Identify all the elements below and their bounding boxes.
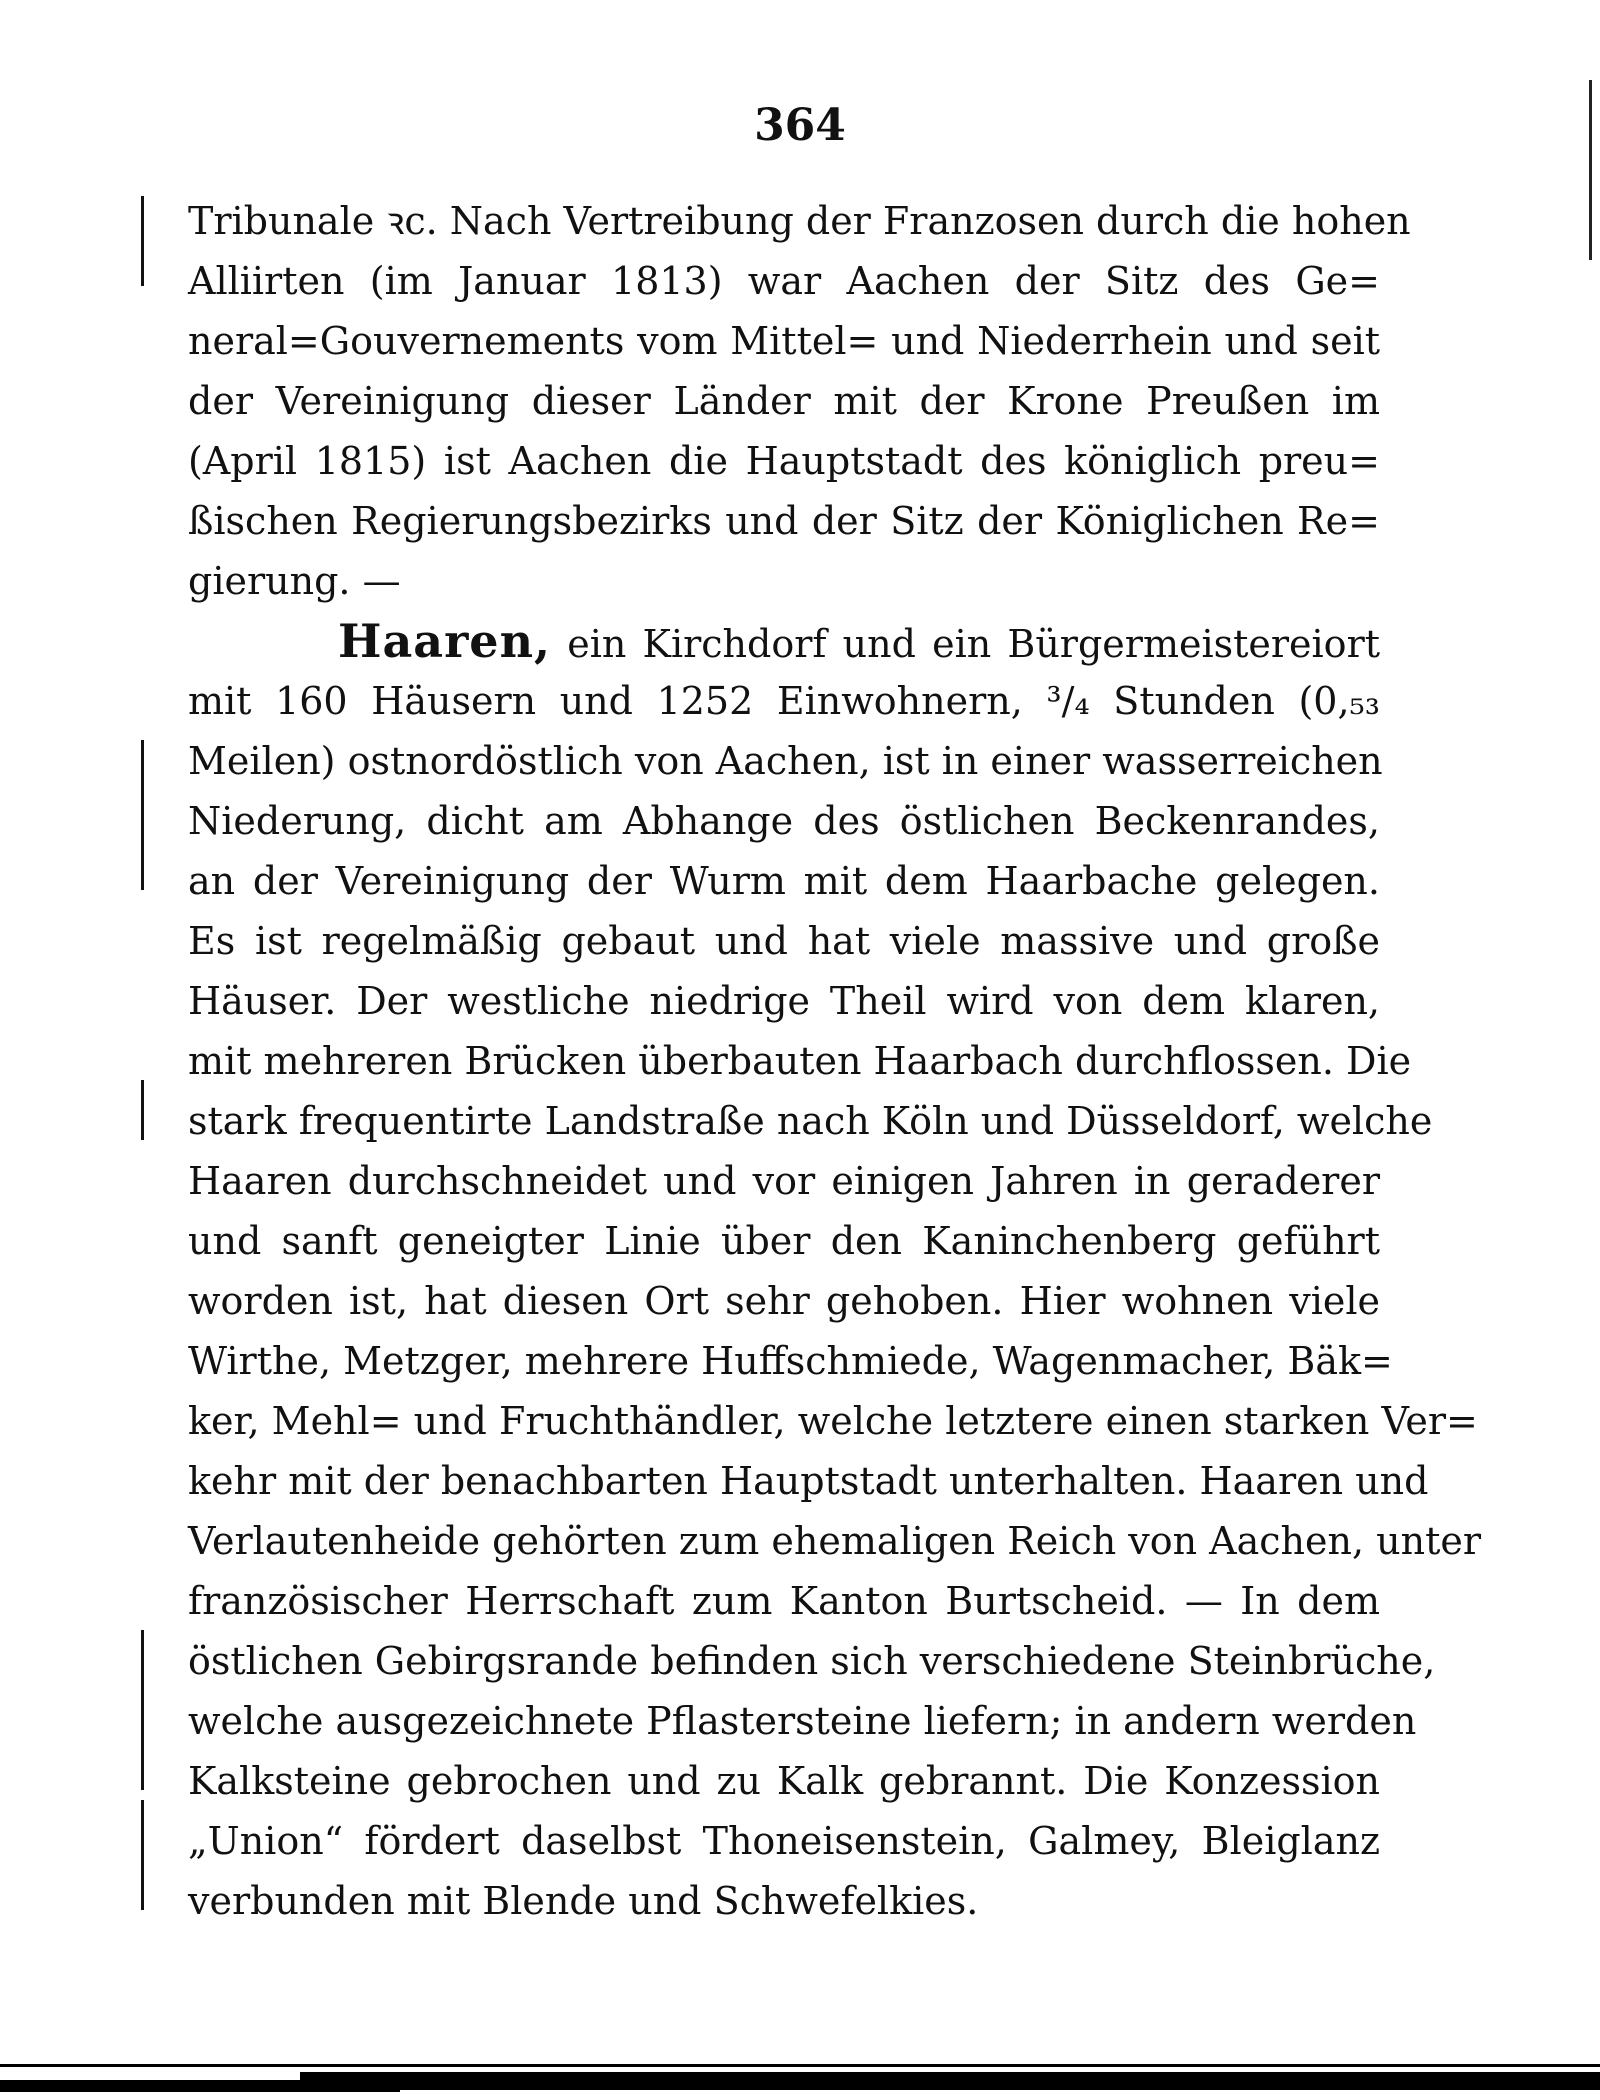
margin-mark	[141, 1800, 144, 1910]
body-text	[188, 191, 1482, 1931]
bottom-rule	[300, 2072, 1600, 2090]
text-line: mit 160 Häusern und 1252 Einwohnern, ³/₄ Stunden (0,₅₃	[188, 679, 1380, 723]
text-line: ßischen Regierungsbezirks und der Sitz der Königlichen Re=	[188, 499, 1380, 543]
text-line: östlichen Gebirgsrande befinden sich verschiedene Steinbrüche,	[188, 1639, 1436, 1683]
text-line: worden ist, hat diesen Ort sehr gehoben. Hier wohnen viele	[188, 1279, 1380, 1323]
entry-headword: Haaren,	[338, 614, 552, 668]
text-line: kehr mit der benachbarten Hauptstadt unterhalten. Haaren und	[188, 1459, 1429, 1503]
text-line: Es ist regelmäßig gebaut und hat viele massive und große	[188, 919, 1380, 963]
text-line: (April 1815) ist Aachen die Hauptstadt des königlich preu=	[188, 439, 1380, 483]
bottom-rule	[0, 2064, 1600, 2067]
text-line: „Union“ fördert daselbst Thoneisenstein, Galmey, Bleiglanz	[188, 1819, 1380, 1863]
text-line: Alliirten (im Januar 1813) war Aachen der Sitz des Ge=	[188, 259, 1380, 303]
page-edge	[1589, 80, 1592, 260]
text-line: und sanft geneigter Linie über den Kaninchenberg geführt	[188, 1219, 1380, 1263]
bottom-rule	[0, 2080, 400, 2092]
text-line: an der Vereinigung der Wurm mit dem Haarbache gelegen.	[188, 859, 1380, 903]
text-line: stark frequentirte Landstraße nach Köln und Düsseldorf, welche	[188, 1099, 1433, 1143]
text-line: französischer Herrschaft zum Kanton Burtscheid. — In dem	[188, 1579, 1380, 1623]
text-line: Haaren durchschneidet und vor einigen Jahren in geraderer	[188, 1159, 1380, 1203]
margin-mark	[141, 196, 144, 286]
text-line: welche ausgezeichnete Pflastersteine liefern; in andern werden	[188, 1699, 1417, 1743]
page-number: 364	[754, 100, 846, 151]
margin-mark	[141, 1080, 144, 1140]
text-line: Häuser. Der westliche niedrige Theil wird von dem klaren,	[188, 979, 1380, 1023]
text-line: gierung. —	[188, 559, 401, 603]
text-line: Verlautenheide gehörten zum ehemaligen Reich von Aachen, unter	[188, 1519, 1482, 1563]
text-line: Kalksteine gebrochen und zu Kalk gebrannt. Die Konzession	[188, 1759, 1380, 1803]
margin-mark	[141, 740, 144, 890]
text-line: ker, Mehl= und Fruchthändler, welche letztere einen starken Ver=	[188, 1399, 1478, 1443]
text-line: ein Kirchdorf und ein Bürgermeistereiort	[567, 622, 1380, 666]
entry-heading-line	[188, 611, 1380, 671]
text-line: der Vereinigung dieser Länder mit der Krone Preußen im	[188, 379, 1380, 423]
text-line: verbunden mit Blende und Schwefelkies.	[188, 1879, 979, 1923]
text-line: neral=Gouvernements vom Mittel= und Niederrhein und seit	[188, 319, 1380, 363]
margin-mark	[141, 1630, 144, 1790]
text-line: Meilen) ostnordöstlich von Aachen, ist in einer wasserreichen	[188, 739, 1383, 783]
text-line: Wirthe, Metzger, mehrere Huffschmiede, Wagenmacher, Bäk=	[188, 1339, 1393, 1383]
text-line: Niederung, dicht am Abhange des östlichen Beckenrandes,	[188, 799, 1380, 843]
text-line: Tribunale ꝛc. Nach Vertreibung der Franzosen durch die hohen	[188, 199, 1411, 243]
text-line: mit mehreren Brücken überbauten Haarbach durchflossen. Die	[188, 1039, 1412, 1083]
